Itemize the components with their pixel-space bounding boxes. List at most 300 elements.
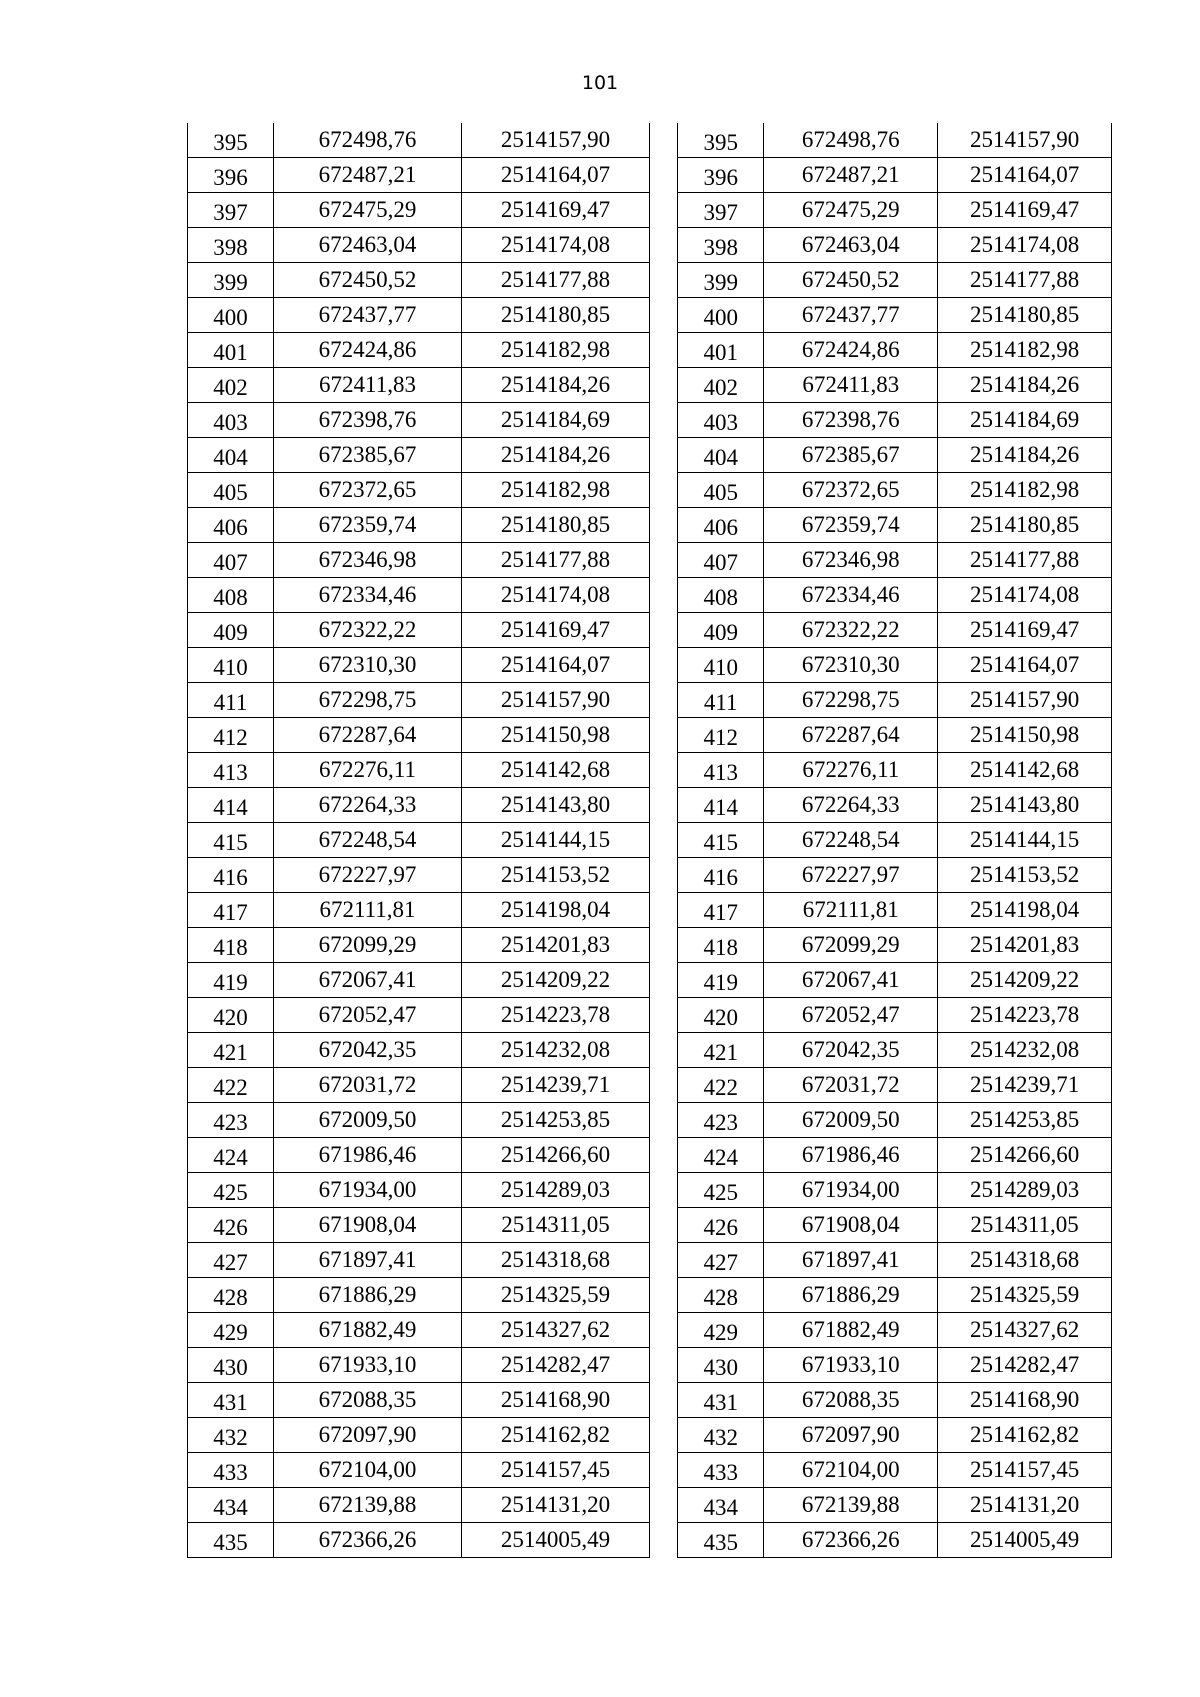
y-coordinate-cell: [462, 928, 650, 963]
table-row: [678, 788, 1112, 823]
cell-value: 411: [703, 690, 738, 715]
table-row: [678, 1278, 1112, 1313]
x-coordinate-cell: [764, 368, 938, 403]
cell-value: 431: [213, 1390, 248, 1415]
cell-value: 2514201,83: [500, 932, 611, 957]
x-coordinate-cell: [764, 123, 938, 158]
cell-value: 408: [703, 585, 738, 610]
x-coordinate-cell: [274, 1418, 462, 1453]
cell-value: 672346,98: [801, 547, 900, 572]
cell-value: 672475,29: [318, 197, 417, 222]
page-number: 101: [581, 72, 619, 94]
point-number-cell: [188, 578, 274, 613]
y-coordinate-cell: [938, 123, 1112, 158]
cell-value: 421: [703, 1040, 738, 1065]
point-number-cell: [188, 543, 274, 578]
y-coordinate-cell: [462, 508, 650, 543]
cell-value: 671934,00: [318, 1177, 417, 1202]
cell-value: 672366,26: [801, 1527, 900, 1552]
y-coordinate-cell: [938, 648, 1112, 683]
x-coordinate-cell: [274, 1138, 462, 1173]
table-row: [678, 1313, 1112, 1348]
point-number-cell: [188, 893, 274, 928]
table-row: [678, 718, 1112, 753]
cell-value: 424: [213, 1145, 248, 1170]
cell-value: 416: [703, 865, 738, 890]
cell-value: 2514153,52: [500, 862, 611, 887]
table-row: [188, 1138, 650, 1173]
cell-value: 407: [703, 550, 738, 575]
table-row: [678, 648, 1112, 683]
y-coordinate-cell: [938, 788, 1112, 823]
cell-value: 398: [213, 235, 248, 260]
point-number-cell: [188, 403, 274, 438]
cell-value: 672411,83: [319, 372, 416, 397]
cell-value: 422: [703, 1075, 738, 1100]
cell-value: 672031,72: [801, 1072, 900, 1097]
y-coordinate-cell: [938, 193, 1112, 228]
point-number-cell: [188, 1208, 274, 1243]
x-coordinate-cell: [274, 823, 462, 858]
cell-value: 672009,50: [318, 1107, 417, 1132]
cell-value: 2514325,59: [969, 1282, 1080, 1307]
x-coordinate-cell: [274, 1243, 462, 1278]
y-coordinate-cell: [462, 1173, 650, 1208]
cell-value: 419: [703, 970, 738, 995]
cell-value: 414: [213, 795, 248, 820]
table-row: [678, 823, 1112, 858]
cell-value: 672139,88: [318, 1492, 417, 1517]
table-row: [678, 1208, 1112, 1243]
cell-value: 400: [213, 305, 248, 330]
table-row: [188, 508, 650, 543]
x-coordinate-cell: [764, 1278, 938, 1313]
cell-value: 672099,29: [318, 932, 417, 957]
coordinate-table-right: [677, 123, 1112, 1558]
cell-value: 414: [703, 795, 738, 820]
cell-value: 435: [703, 1530, 738, 1555]
cell-value: 402: [703, 375, 738, 400]
cell-value: 672298,75: [318, 687, 417, 712]
x-coordinate-cell: [274, 578, 462, 613]
cell-value: 671886,29: [318, 1282, 417, 1307]
table-row: [678, 1243, 1112, 1278]
y-coordinate-cell: [462, 473, 650, 508]
point-number-cell: [188, 858, 274, 893]
y-coordinate-cell: [462, 1383, 650, 1418]
cell-value: 409: [213, 620, 248, 645]
x-coordinate-cell: [274, 1523, 462, 1558]
cell-value: 2514131,20: [500, 1492, 611, 1517]
cell-value: 672264,33: [318, 792, 417, 817]
y-coordinate-cell: [938, 613, 1112, 648]
y-coordinate-cell: [938, 543, 1112, 578]
cell-value: 672334,46: [801, 582, 900, 607]
point-number-cell: [188, 1243, 274, 1278]
point-number-cell: [678, 893, 764, 928]
table-row: [188, 788, 650, 823]
x-coordinate-cell: [764, 1348, 938, 1383]
table-row: [188, 1348, 650, 1383]
cell-value: 434: [703, 1495, 738, 1520]
x-coordinate-cell: [274, 893, 462, 928]
point-number-cell: [678, 648, 764, 683]
cell-value: 410: [213, 655, 248, 680]
cell-value: 406: [703, 515, 738, 540]
x-coordinate-cell: [274, 648, 462, 683]
point-number-cell: [678, 1068, 764, 1103]
table-row: [678, 158, 1112, 193]
cell-value: 416: [213, 865, 248, 890]
table-row: [678, 753, 1112, 788]
y-coordinate-cell: [462, 1138, 650, 1173]
y-coordinate-cell: [938, 683, 1112, 718]
cell-value: 2514164,07: [500, 162, 611, 187]
cell-value: 672088,35: [801, 1387, 900, 1412]
table-row: [188, 1173, 650, 1208]
x-coordinate-cell: [274, 158, 462, 193]
cell-value: 671908,04: [801, 1212, 900, 1237]
table-row: [188, 648, 650, 683]
point-number-cell: [188, 1173, 274, 1208]
table-row: [188, 1068, 650, 1103]
cell-value: 399: [213, 270, 248, 295]
cell-value: 2514289,03: [969, 1177, 1080, 1202]
cell-value: 672424,86: [801, 337, 900, 362]
cell-value: 2514150,98: [500, 722, 611, 747]
cell-value: 672385,67: [801, 442, 900, 467]
x-coordinate-cell: [274, 1278, 462, 1313]
y-coordinate-cell: [938, 368, 1112, 403]
point-number-cell: [188, 1453, 274, 1488]
cell-value: 672248,54: [801, 827, 900, 852]
cell-value: 420: [703, 1005, 738, 1030]
y-coordinate-cell: [462, 228, 650, 263]
cell-value: 2514318,68: [969, 1247, 1080, 1272]
table-row: [188, 998, 650, 1033]
x-coordinate-cell: [764, 543, 938, 578]
point-number-cell: [188, 1383, 274, 1418]
y-coordinate-cell: [938, 1523, 1112, 1558]
cell-value: 2514169,47: [500, 197, 611, 222]
x-coordinate-cell: [274, 683, 462, 718]
cell-value: 672498,76: [318, 127, 417, 152]
x-coordinate-cell: [274, 403, 462, 438]
cell-value: 672067,41: [801, 967, 900, 992]
point-number-cell: [678, 228, 764, 263]
cell-value: 2514282,47: [500, 1352, 611, 1377]
cell-value: 2514282,47: [969, 1352, 1080, 1377]
point-number-cell: [188, 1313, 274, 1348]
y-coordinate-cell: [462, 683, 650, 718]
cell-value: 405: [213, 480, 248, 505]
x-coordinate-cell: [274, 1453, 462, 1488]
point-number-cell: [678, 1173, 764, 1208]
y-coordinate-cell: [462, 613, 650, 648]
point-number-cell: [678, 1313, 764, 1348]
table-row: [188, 578, 650, 613]
cell-value: 2514174,08: [969, 232, 1080, 257]
table-row: [188, 368, 650, 403]
point-number-cell: [678, 473, 764, 508]
y-coordinate-cell: [462, 123, 650, 158]
cell-value: 672322,22: [801, 617, 900, 642]
y-coordinate-cell: [462, 1068, 650, 1103]
cell-value: 672227,97: [801, 862, 900, 887]
x-coordinate-cell: [764, 823, 938, 858]
x-coordinate-cell: [274, 473, 462, 508]
x-coordinate-cell: [274, 1348, 462, 1383]
table-row: [678, 368, 1112, 403]
table-row: [678, 928, 1112, 963]
cell-value: 432: [703, 1425, 738, 1450]
x-coordinate-cell: [764, 1488, 938, 1523]
cell-value: 413: [703, 760, 738, 785]
point-number-cell: [678, 1523, 764, 1558]
y-coordinate-cell: [938, 858, 1112, 893]
cell-value: 2514157,45: [500, 1457, 611, 1482]
y-coordinate-cell: [938, 823, 1112, 858]
table-row: [678, 1453, 1112, 1488]
cell-value: 2514253,85: [969, 1107, 1080, 1132]
cell-value: 672009,50: [801, 1107, 900, 1132]
x-coordinate-cell: [764, 788, 938, 823]
x-coordinate-cell: [274, 753, 462, 788]
x-coordinate-cell: [764, 193, 938, 228]
y-coordinate-cell: [938, 263, 1112, 298]
cell-value: 671934,00: [801, 1177, 900, 1202]
point-number-cell: [188, 1138, 274, 1173]
table-row: [188, 298, 650, 333]
cell-value: 2514180,85: [969, 512, 1080, 537]
cell-value: 409: [703, 620, 738, 645]
cell-value: 429: [213, 1320, 248, 1345]
x-coordinate-cell: [274, 963, 462, 998]
x-coordinate-cell: [764, 753, 938, 788]
point-number-cell: [678, 368, 764, 403]
cell-value: 672437,77: [318, 302, 417, 327]
table-row: [678, 438, 1112, 473]
point-number-cell: [188, 1033, 274, 1068]
point-number-cell: [188, 1103, 274, 1138]
table-row: [188, 858, 650, 893]
point-number-cell: [678, 683, 764, 718]
cell-value: 672042,35: [318, 1037, 417, 1062]
cell-value: 398: [703, 235, 738, 260]
cell-value: 672276,11: [802, 757, 900, 782]
cell-value: 2514131,20: [969, 1492, 1080, 1517]
table-row: [188, 1523, 650, 1558]
y-coordinate-cell: [938, 1033, 1112, 1068]
cell-value: 672111,81: [319, 897, 416, 922]
cell-value: 2514142,68: [969, 757, 1080, 782]
x-coordinate-cell: [274, 298, 462, 333]
cell-value: 2514174,08: [500, 232, 611, 257]
y-coordinate-cell: [938, 438, 1112, 473]
point-number-cell: [678, 1418, 764, 1453]
point-number-cell: [678, 193, 764, 228]
point-number-cell: [678, 718, 764, 753]
cell-value: 672276,11: [319, 757, 416, 782]
y-coordinate-cell: [938, 578, 1112, 613]
cell-value: 397: [703, 200, 738, 225]
x-coordinate-cell: [274, 1383, 462, 1418]
table-row: [188, 403, 650, 438]
cell-value: 420: [213, 1005, 248, 1030]
point-number-cell: [188, 683, 274, 718]
cell-value: 2514209,22: [969, 967, 1080, 992]
cell-value: 424: [703, 1145, 738, 1170]
table-row: [188, 928, 650, 963]
cell-value: 2514209,22: [500, 967, 611, 992]
point-number-cell: [678, 823, 764, 858]
cell-value: 672366,26: [318, 1527, 417, 1552]
table-row: [188, 333, 650, 368]
cell-value: 671908,04: [318, 1212, 417, 1237]
cell-value: 433: [703, 1460, 738, 1485]
x-coordinate-cell: [764, 1103, 938, 1138]
cell-value: 672052,47: [318, 1002, 417, 1027]
x-coordinate-cell: [274, 718, 462, 753]
cell-value: 417: [213, 900, 248, 925]
y-coordinate-cell: [462, 1278, 650, 1313]
coordinate-table-left: [187, 123, 650, 1558]
cell-value: 2514177,88: [969, 267, 1080, 292]
cell-value: 426: [703, 1215, 738, 1240]
cell-value: 430: [703, 1355, 738, 1380]
cell-value: 2514327,62: [969, 1317, 1080, 1342]
cell-value: 2514169,47: [969, 197, 1080, 222]
table-row: [678, 963, 1112, 998]
point-number-cell: [678, 438, 764, 473]
x-coordinate-cell: [764, 333, 938, 368]
cell-value: 2514198,04: [969, 897, 1080, 922]
y-coordinate-cell: [462, 193, 650, 228]
y-coordinate-cell: [938, 1068, 1112, 1103]
y-coordinate-cell: [938, 963, 1112, 998]
cell-value: 430: [213, 1355, 248, 1380]
table-row: [188, 1208, 650, 1243]
table-row: [188, 123, 650, 158]
table-row: [678, 1418, 1112, 1453]
point-number-cell: [678, 158, 764, 193]
cell-value: 671897,41: [801, 1247, 900, 1272]
cell-value: 672287,64: [801, 722, 900, 747]
x-coordinate-cell: [764, 613, 938, 648]
cell-value: 2514005,49: [969, 1527, 1080, 1552]
cell-value: 397: [213, 200, 248, 225]
table-row: [188, 1103, 650, 1138]
cell-value: 2514182,98: [500, 337, 611, 362]
cell-value: 2514232,08: [500, 1037, 611, 1062]
table-row: [188, 543, 650, 578]
x-coordinate-cell: [764, 718, 938, 753]
cell-value: 396: [213, 165, 248, 190]
point-number-cell: [188, 1523, 274, 1558]
cell-value: 412: [213, 725, 248, 750]
y-coordinate-cell: [462, 858, 650, 893]
cell-value: 2514162,82: [969, 1422, 1080, 1447]
cell-value: 2514143,80: [969, 792, 1080, 817]
point-number-cell: [678, 1348, 764, 1383]
point-number-cell: [678, 1278, 764, 1313]
cell-value: 671886,29: [801, 1282, 900, 1307]
cell-value: 2514157,90: [969, 687, 1080, 712]
x-coordinate-cell: [764, 998, 938, 1033]
point-number-cell: [678, 963, 764, 998]
y-coordinate-cell: [938, 753, 1112, 788]
x-coordinate-cell: [764, 158, 938, 193]
cell-value: 672359,74: [318, 512, 417, 537]
cell-value: 413: [213, 760, 248, 785]
cell-value: 410: [703, 655, 738, 680]
cell-value: 672359,74: [801, 512, 900, 537]
x-coordinate-cell: [764, 1383, 938, 1418]
x-coordinate-cell: [764, 263, 938, 298]
point-number-cell: [188, 613, 274, 648]
x-coordinate-cell: [274, 228, 462, 263]
table-row: [188, 263, 650, 298]
cell-value: 429: [703, 1320, 738, 1345]
table-row: [678, 1068, 1112, 1103]
cell-value: 418: [703, 935, 738, 960]
cell-value: 2514144,15: [969, 827, 1080, 852]
cell-value: 2514142,68: [500, 757, 611, 782]
cell-value: 2514169,47: [500, 617, 611, 642]
cell-value: 2514232,08: [969, 1037, 1080, 1062]
cell-value: 672487,21: [801, 162, 900, 187]
y-coordinate-cell: [938, 333, 1112, 368]
cell-value: 672498,76: [801, 127, 900, 152]
cell-value: 2514177,88: [969, 547, 1080, 572]
table-row: [188, 473, 650, 508]
point-number-cell: [678, 1208, 764, 1243]
cell-value: 2514157,90: [500, 127, 611, 152]
y-coordinate-cell: [462, 823, 650, 858]
cell-value: 2514198,04: [500, 897, 611, 922]
cell-value: 415: [703, 830, 738, 855]
x-coordinate-cell: [764, 298, 938, 333]
cell-value: 2514327,62: [500, 1317, 611, 1342]
y-coordinate-cell: [462, 158, 650, 193]
table-row: [678, 1103, 1112, 1138]
cell-value: 672463,04: [318, 232, 417, 257]
cell-value: 415: [213, 830, 248, 855]
cell-value: 672385,67: [318, 442, 417, 467]
y-coordinate-cell: [938, 928, 1112, 963]
y-coordinate-cell: [462, 1488, 650, 1523]
x-coordinate-cell: [764, 1523, 938, 1558]
cell-value: 2514169,47: [969, 617, 1080, 642]
x-coordinate-cell: [764, 403, 938, 438]
point-number-cell: [188, 1068, 274, 1103]
table-row: [678, 333, 1112, 368]
table-row: [188, 718, 650, 753]
table-row: [678, 1173, 1112, 1208]
point-number-cell: [188, 193, 274, 228]
point-number-cell: [678, 1453, 764, 1488]
x-coordinate-cell: [764, 228, 938, 263]
y-coordinate-cell: [938, 403, 1112, 438]
y-coordinate-cell: [938, 1103, 1112, 1138]
x-coordinate-cell: [274, 1068, 462, 1103]
cell-value: 672475,29: [801, 197, 900, 222]
cell-value: 403: [703, 410, 738, 435]
x-coordinate-cell: [274, 333, 462, 368]
y-coordinate-cell: [462, 998, 650, 1033]
y-coordinate-cell: [462, 1313, 650, 1348]
y-coordinate-cell: [938, 1488, 1112, 1523]
